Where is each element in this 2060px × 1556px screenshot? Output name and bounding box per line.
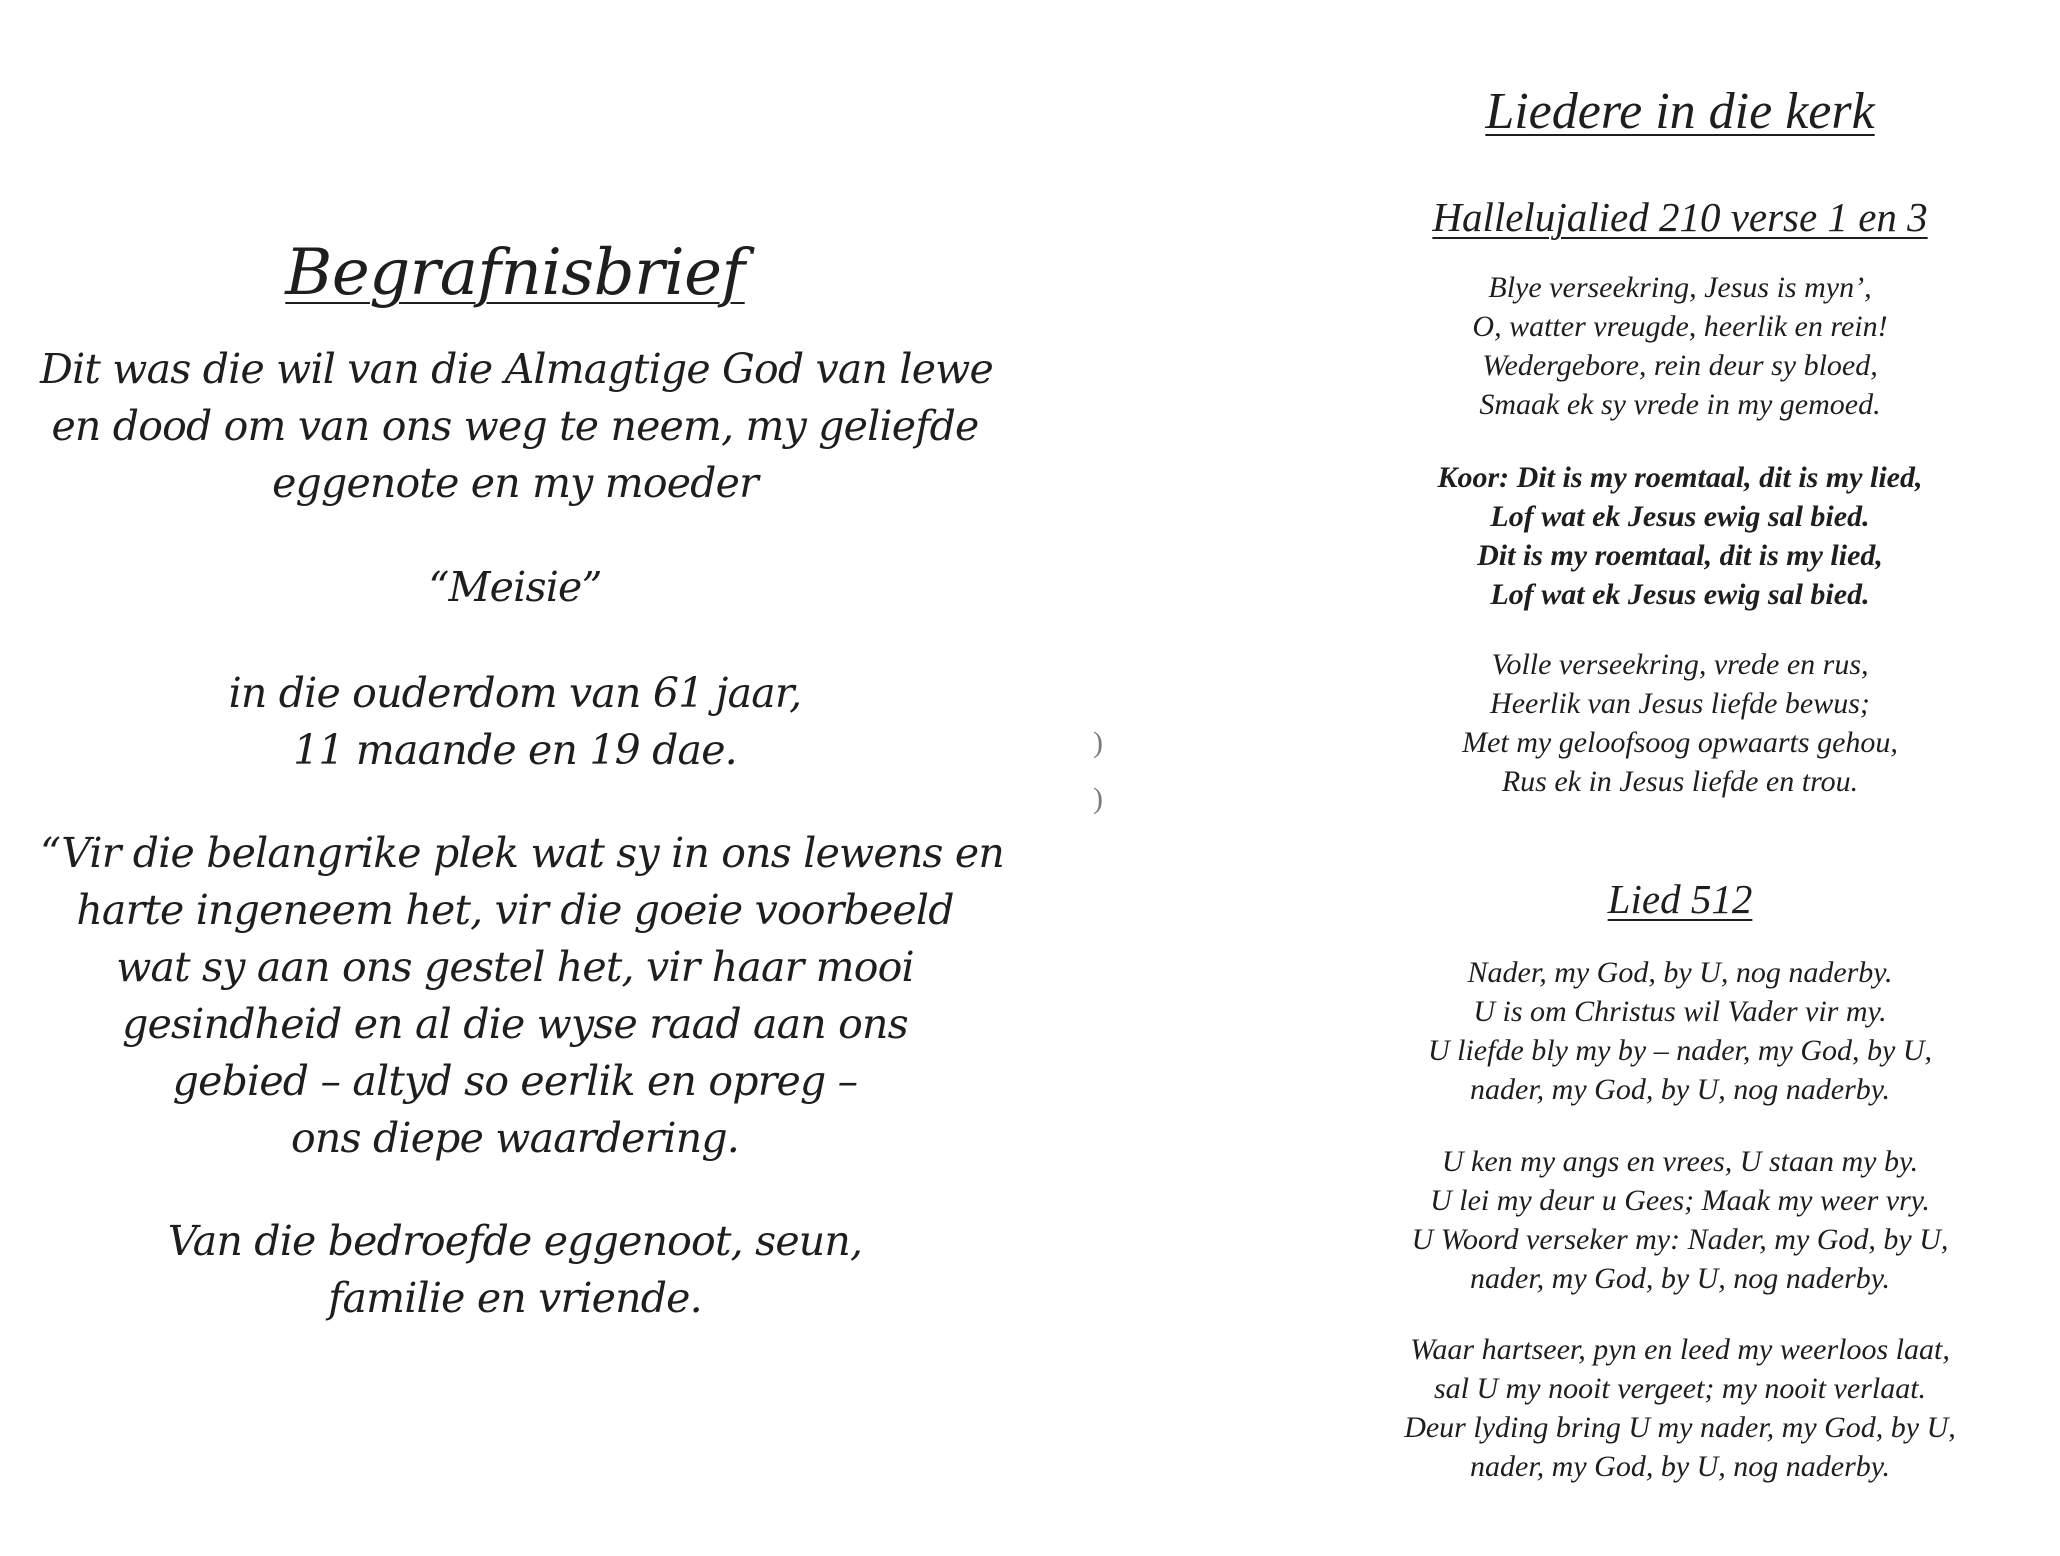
verse-line: O, watter vreugde, heerlik en rein! <box>1472 310 1888 343</box>
signoff-line: Van die bedroefde eggenoot, seun, <box>167 1217 863 1265</box>
notice-age <box>40 665 990 779</box>
tribute-line: gesindheid en al die wyse raad aan ons <box>122 1000 908 1048</box>
scan-mark: ) <box>1093 726 1103 759</box>
chorus-line: Lof wat ek Jesus ewig sal bied. <box>1490 578 1870 611</box>
signoff-line: familie en vriende. <box>328 1274 702 1322</box>
age-line: 11 maande en 19 dae. <box>293 726 737 774</box>
verse-line: U lei my deur u Gees; Maak my weer vry. <box>1430 1184 1930 1217</box>
verse-line: U liefde bly my by – nader, my God, by U, <box>1427 1034 1933 1067</box>
verse-line: U is om Christus wil Vader vir my. <box>1473 995 1887 1028</box>
chorus-line: Koor: Dit is my roemtaal, dit is my lied, <box>1437 461 1923 494</box>
hymns-page <box>1340 0 2020 1556</box>
chorus-line: Dit is my roemtaal, dit is my lied, <box>1477 539 1883 572</box>
tribute-line: ons diepe waardering. <box>290 1114 739 1162</box>
verse-line: Smaak ek sy vrede in my gemoed. <box>1479 388 1881 421</box>
song2-verse2 <box>1340 1142 2020 1298</box>
verse-line: Nader, my God, by U, nog naderby. <box>1467 956 1893 989</box>
tribute-line: gebied – altyd so eerlik en opreg – <box>172 1057 858 1105</box>
verse-line: sal U my nooit vergeet; my nooit verlaat. <box>1433 1372 1927 1405</box>
song1-heading: Hallelujalied 210 verse 1 en 3 <box>1432 194 1928 240</box>
song1-chorus <box>1340 458 2020 614</box>
notice-title: Begrafnisbrief <box>285 236 745 310</box>
verse-line: Volle verseekring, vrede en rus, <box>1491 648 1869 681</box>
verse-line: Wedergebore, rein deur sy bloed, <box>1482 349 1878 382</box>
verse-line: Waar hartseer, pyn en leed my weerloos laat, <box>1410 1333 1950 1366</box>
notice-intro <box>40 341 993 512</box>
verse-line: Rus ek in Jesus liefde en trou. <box>1501 765 1859 798</box>
notice-signoff <box>40 1213 990 1327</box>
verse-line: Met my geloofsoog opwaarts gehou, <box>1462 726 1898 759</box>
intro-line: en dood om van ons weg te neem, my geliefde <box>51 402 979 450</box>
hymns-title: Liedere in die kerk <box>1485 83 1875 140</box>
song2-verse1 <box>1340 953 2020 1109</box>
name-line: “Meisie” <box>428 563 602 611</box>
verse-line: U Woord verseker my: Nader, my God, by U, <box>1411 1223 1949 1256</box>
chorus-line: Lof wat ek Jesus ewig sal bied. <box>1490 500 1870 533</box>
song1-verse1 <box>1340 268 2020 424</box>
scan-mark: ) <box>1093 782 1103 815</box>
song1-verse3 <box>1340 645 2020 801</box>
intro-line: eggenote en my moeder <box>272 459 758 507</box>
verse-line: nader, my God, by U, nog naderby. <box>1470 1450 1890 1483</box>
song2-verse3 <box>1340 1330 2020 1486</box>
tribute-line: harte ingeneem het, vir die goeie voorbeeld <box>76 886 954 934</box>
verse-line: Deur lyding bring U my nader, my God, by U, <box>1404 1411 1956 1444</box>
notice-tribute <box>40 825 1004 1167</box>
tribute-line: wat sy aan ons gestel het, vir haar mooi <box>116 943 914 991</box>
verse-line: Blye verseekring, Jesus is myn’, <box>1488 271 1872 304</box>
deceased-name <box>40 559 990 616</box>
song2-heading: Lied 512 <box>1607 876 1753 922</box>
verse-line: nader, my God, by U, nog naderby. <box>1470 1262 1890 1295</box>
tribute-line: “Vir die belangrike plek wat sy in ons lewens en <box>40 829 1004 877</box>
intro-line: Dit was die wil van die Almagtige God van lewe <box>40 345 993 393</box>
age-line: in die ouderdom van 61 jaar, <box>228 669 802 717</box>
verse-line: Heerlik van Jesus liefde bewus; <box>1490 687 1870 720</box>
verse-line: nader, my God, by U, nog naderby. <box>1470 1073 1890 1106</box>
verse-line: U ken my angs en vrees, U staan my by. <box>1441 1145 1919 1178</box>
